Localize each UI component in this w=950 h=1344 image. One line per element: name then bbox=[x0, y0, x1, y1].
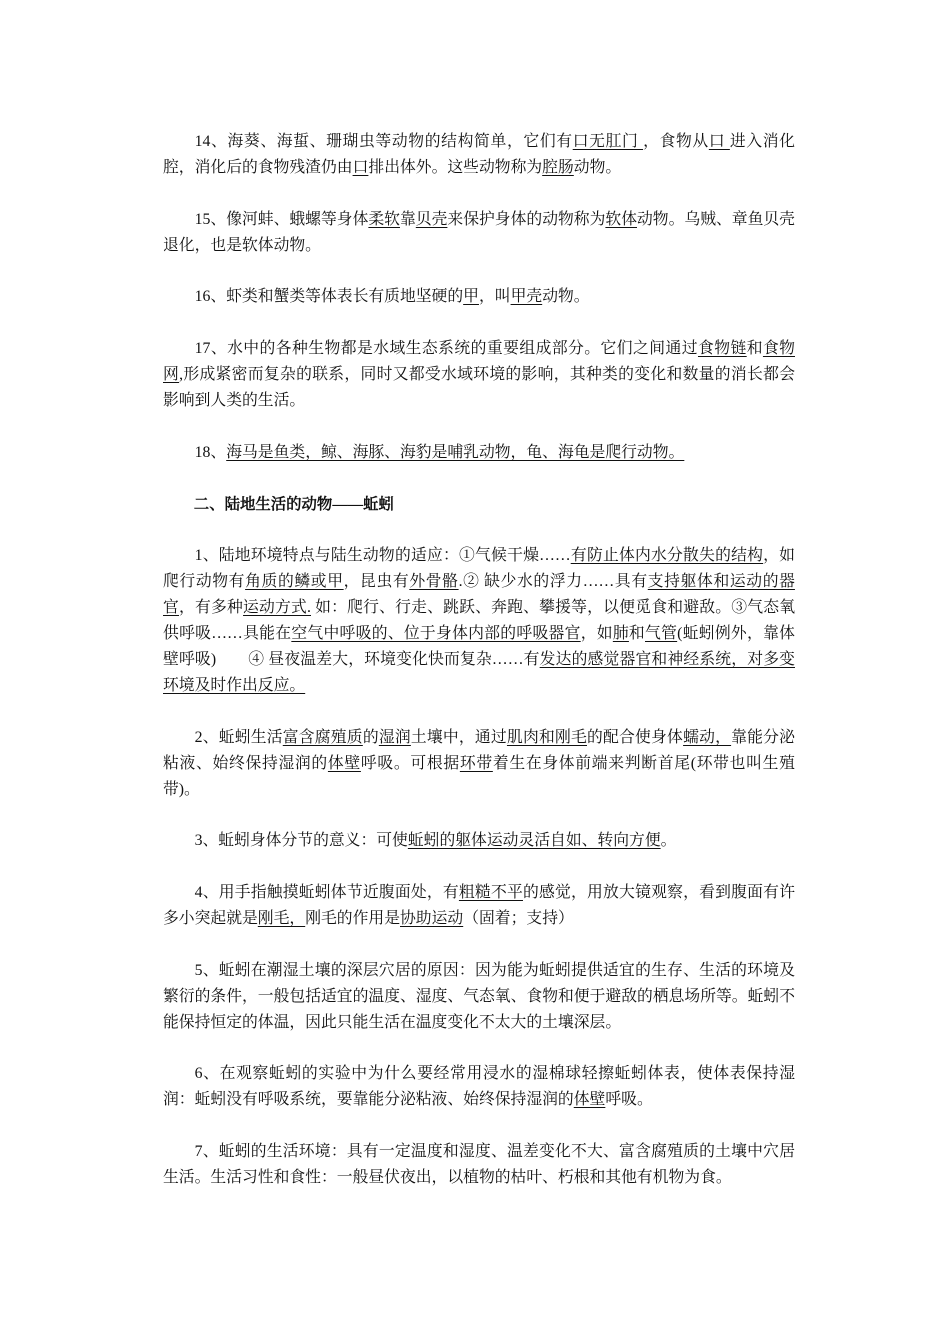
underlined-answer: 肌肉和刚毛 bbox=[506, 728, 587, 746]
underlined-answer: 柔软 bbox=[368, 210, 400, 228]
text-segment: 土壤中，通过 bbox=[410, 728, 507, 746]
text-segment: 18、 bbox=[194, 443, 227, 461]
underlined-answer: 有防止体内水分散失的结构 bbox=[570, 547, 764, 565]
text-segment: 靠能分泌粘液、始终保持湿润的 bbox=[163, 728, 795, 772]
text-segment: 1、陆地环境特点与陆生动物的适应：①气候干燥…… bbox=[194, 547, 571, 565]
text-segment: 17、水中的各种生物都是水域生态系统的重要组成部分。它们之间通过 bbox=[194, 340, 698, 358]
text-segment: ，如爬行动物有 bbox=[163, 547, 795, 591]
underlined-answer: 支持躯体和运动的器官 bbox=[163, 573, 795, 617]
text-segment: ，食物从 bbox=[643, 133, 709, 150]
text-segment: ，叫 bbox=[478, 288, 511, 306]
paragraph-7 bbox=[163, 1139, 795, 1191]
text-segment: ，有多种 bbox=[179, 599, 244, 617]
text-segment: 3、蚯蚓身体分节的意义：可使 bbox=[194, 832, 408, 850]
underlined-answer: 气管 bbox=[645, 625, 678, 643]
underlined-answer: 海马是鱼类，鲸、海豚、海豹是哺乳动物，龟、海龟是爬行动物。 bbox=[226, 443, 685, 461]
text-segment: ,形成紧密而复杂的联系，同时又都受水域环境的影响，其种类的变化和数量的消长都会影响到人类的生活。 bbox=[163, 366, 795, 410]
text-segment: 16、虾类和蟹类等体表长有质地坚硬的 bbox=[194, 288, 464, 306]
underlined-answer: 甲 bbox=[463, 288, 479, 306]
paragraph-5 bbox=[163, 958, 795, 1036]
text-segment: 如：爬行、行走、跳跃、奔跑、攀援等，以便觅食和避敌。③气态氧供呼吸……具能在 bbox=[163, 599, 795, 643]
text-segment: .② 缺少水的浮力……具有 bbox=[458, 573, 648, 591]
section-heading bbox=[163, 492, 795, 518]
underlined-answer: 运动方式. bbox=[243, 599, 311, 617]
paragraph-2 bbox=[163, 725, 795, 803]
text-segment: 6、在观察蚯蚓的实验中为什么要经常用浸水的湿棉球轻擦蚯蚓体表，使体表保持湿润：蚯蚓没有呼吸系统，要靠能分泌粘液、始终保持湿润的 bbox=[163, 1065, 795, 1109]
paragraph-15 bbox=[163, 207, 795, 259]
paragraph-16 bbox=[163, 284, 795, 310]
text-segment: 2、蚯蚓生活 bbox=[194, 728, 283, 746]
underlined-answer: 食物链 bbox=[697, 340, 747, 358]
text-segment: 4、用手指触摸蚯蚓体节近腹面处，有 bbox=[194, 884, 459, 902]
paragraph-18 bbox=[163, 440, 795, 466]
text-segment: 7、蚯蚓的生活环境：具有一定温度和湿度、温差变化不大、富含腐殖质的土壤中穴居生活。生活习性和食性：一般昼伏夜出，以植物的枯叶、朽根和其他有机物为食。 bbox=[163, 1143, 795, 1187]
paragraph-17 bbox=[163, 336, 795, 414]
paragraph-1 bbox=[163, 543, 795, 698]
text-segment: 排出体外。这些动物称为 bbox=[368, 158, 543, 176]
underlined-answer: 腔肠 bbox=[542, 158, 574, 176]
underlined-answer: 刚毛， bbox=[257, 910, 306, 928]
text-segment: 二、陆地生活的动物——蚯蚓 bbox=[193, 495, 394, 513]
underlined-answer: 口 bbox=[352, 158, 369, 176]
text-segment: 靠 bbox=[399, 210, 416, 228]
underlined-answer: 体壁 bbox=[573, 1091, 606, 1109]
underlined-answer: 蠕动， bbox=[683, 728, 732, 746]
text-segment: 的配合使身体 bbox=[587, 728, 684, 746]
underlined-answer: 食物网 bbox=[163, 340, 795, 384]
text-segment: 动物。 bbox=[573, 158, 622, 176]
text-segment: 和 bbox=[746, 340, 763, 358]
underlined-answer: 环带 bbox=[459, 754, 493, 772]
text-segment: 动物。 bbox=[542, 288, 590, 306]
text-segment: 。 bbox=[660, 832, 677, 850]
underlined-answer: 口无肛门 bbox=[572, 133, 644, 150]
text-segment: 15、像河蚌、蛾螺等身体 bbox=[194, 210, 369, 228]
underlined-answer: 空气中呼吸的、位于身体内部的呼吸器官 bbox=[291, 625, 581, 643]
underlined-answer: 口 bbox=[708, 133, 730, 150]
underlined-answer: 甲壳 bbox=[510, 288, 543, 306]
text-segment: （固着；支持） bbox=[463, 910, 574, 928]
text-segment: 5、蚯蚓在潮湿土壤的深层穴居的原因：因为能为蚯蚓提供适宜的生存、生活的环境及繁衍的条件，一般包括适宜的温度、湿度、气态氧、食物和便于避敌的栖息场所等。蚯蚓不能保持恒定的体温，因此只能生活在温度变化不太大的土壤深层。 bbox=[163, 961, 795, 1031]
underlined-answer: 发达的感觉器官和神经系统，对多变环境及时作出反应。 bbox=[163, 651, 795, 694]
text-segment: 14、海葵、海蜇、珊瑚虫等动物的结构简单，它们有 bbox=[194, 133, 573, 150]
text-segment: 呼吸。 bbox=[605, 1091, 653, 1109]
underlined-answer: 肺 bbox=[612, 625, 629, 643]
underlined-answer: 体壁 bbox=[327, 754, 361, 772]
underlined-answer: 湿润 bbox=[378, 728, 411, 746]
underlined-answer: 角质的鳞或甲 bbox=[245, 573, 344, 591]
text-segment: ，如 bbox=[580, 625, 613, 643]
text-segment: ，昆虫有 bbox=[343, 573, 410, 591]
text-segment: 来保护身体的动物称为 bbox=[447, 210, 606, 228]
underlined-answer: 粗糙不平 bbox=[458, 884, 523, 902]
underlined-answer: 软体 bbox=[605, 210, 637, 228]
text-segment: 动物。乌贼、章鱼贝壳退化，也是软体动物。 bbox=[163, 210, 795, 254]
text-segment: 刚毛的作用是 bbox=[305, 910, 400, 928]
text-segment: 的 bbox=[362, 728, 379, 746]
paragraph-6 bbox=[163, 1061, 795, 1113]
text-segment: (蚯蚓例外，靠体壁呼吸) ④ 昼夜温差大，环境变化快而复杂……有 bbox=[163, 625, 795, 669]
text-segment: 着生在身体前端来判断首尾(环带也叫生殖带)。 bbox=[163, 754, 795, 798]
underlined-answer: 蚯蚓的躯体运动灵活自如、转向方便 bbox=[407, 832, 661, 850]
underlined-answer: 外骨骼 bbox=[409, 573, 459, 591]
underlined-answer: 贝壳 bbox=[415, 210, 448, 228]
underlined-answer: 协助运动 bbox=[400, 910, 464, 928]
paragraph-14 bbox=[163, 129, 795, 181]
text-segment: 的感觉，用放大镜观察，看到腹面有许多小突起就是 bbox=[163, 884, 795, 928]
document-page bbox=[163, 129, 795, 1217]
text-segment: 进入消化腔，消化后的食物残渣仍由 bbox=[163, 133, 795, 176]
text-segment: 和 bbox=[628, 625, 645, 643]
underlined-answer: 富含腐殖质 bbox=[282, 728, 363, 746]
paragraph-3 bbox=[163, 828, 795, 854]
text-segment: 呼吸。可根据 bbox=[360, 754, 460, 772]
paragraph-4 bbox=[163, 880, 795, 932]
